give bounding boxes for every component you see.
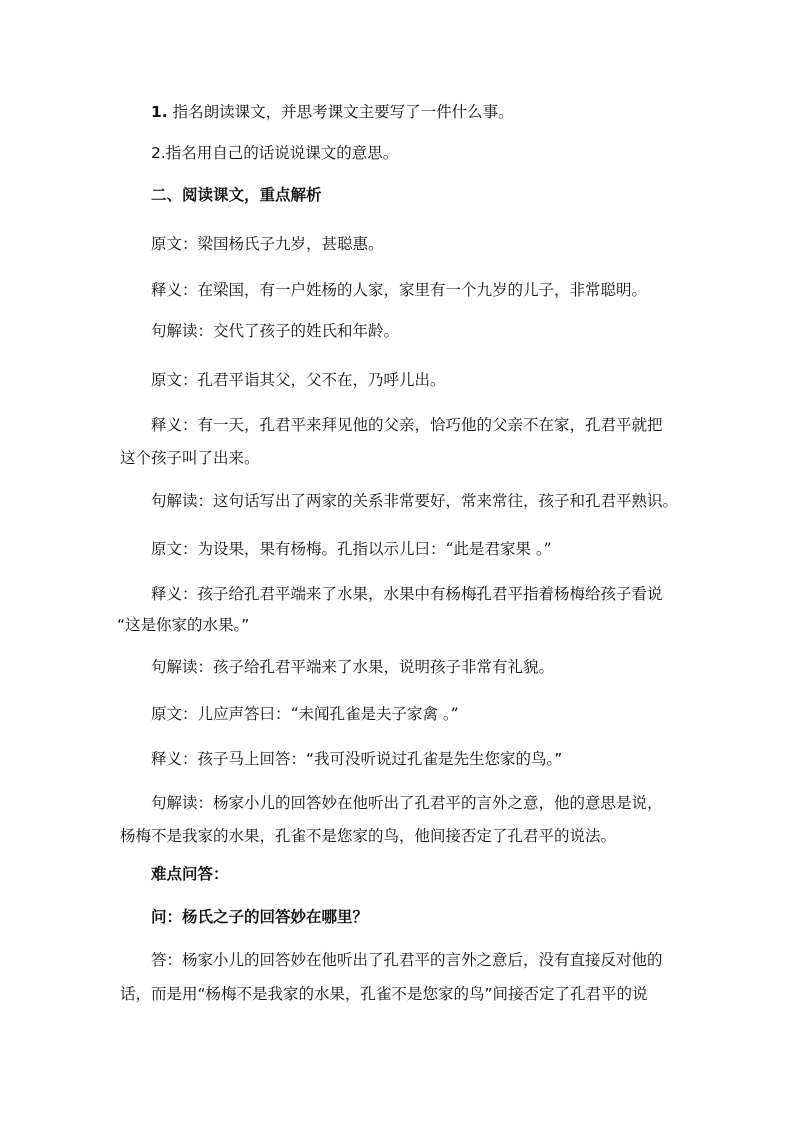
block-explanation bbox=[151, 749, 562, 769]
block-text: 在梁国，有一户姓杨的人家，家里有一个九岁的儿子，非常聪明。 bbox=[197, 281, 648, 299]
block-text: 交代了孩子的姓氏和年龄。 bbox=[213, 322, 400, 340]
block-label: 原文： bbox=[151, 371, 198, 389]
block-continuation: 杨梅不是我家的水果，孔雀不是您家的鸟，他间接否定了孔君平的说法。 bbox=[120, 827, 617, 845]
intro-text: 指名朗读课文，并思考课文主要写了一件什么事。 bbox=[172, 103, 514, 121]
block-text: 梁国杨氏子九岁，甚聪惠。 bbox=[197, 235, 384, 253]
intro-number: 1. bbox=[151, 103, 168, 121]
block-text: 杨家小儿的回答妙在他听出了孔君平的言外之意，他的意思是说， bbox=[213, 794, 663, 812]
block-text: 孔君平诣其父，父不在，乃呼儿出。 bbox=[197, 371, 446, 389]
block-label: 原文： bbox=[151, 235, 198, 253]
block-label: 释义： bbox=[151, 416, 198, 434]
block-text: 有一天，孔君平来拜见他的父亲，恰巧他的父亲不在家，孔君平就把 bbox=[197, 416, 663, 434]
block-interpretation bbox=[151, 491, 678, 511]
block-label: 原文： bbox=[151, 705, 198, 723]
difficulty-heading: 难点问答： bbox=[151, 865, 229, 883]
block-interpretation bbox=[151, 793, 663, 813]
answer bbox=[151, 950, 663, 970]
answer-label: 答： bbox=[151, 951, 183, 969]
intro-item-2: 2.指名用自己的话说说课文的意思。 bbox=[151, 144, 399, 162]
block-label: 句解读： bbox=[151, 492, 214, 510]
block-original bbox=[151, 370, 446, 390]
block-label: 句解读： bbox=[151, 322, 214, 340]
block-original bbox=[151, 539, 552, 559]
block-interpretation bbox=[151, 321, 399, 341]
block-continuation: 这个孩子叫了出来。 bbox=[120, 449, 260, 467]
block-text: 为设果，果有杨梅。孔指以示儿曰：“此是君家果 。” bbox=[197, 540, 552, 558]
block-label: 原文： bbox=[151, 540, 198, 558]
question: 问：杨氏之子的回答妙在哪里？ bbox=[151, 908, 369, 926]
block-interpretation bbox=[151, 657, 554, 677]
answer-continuation: 话，而是用“杨梅不是我家的水果，孔雀不是您家的鸟”间接否定了孔君平的说 bbox=[120, 985, 648, 1003]
block-label: 释义： bbox=[151, 585, 198, 603]
answer-text: 杨家小儿的回答妙在他听出了孔君平的言外之意后，没有直接反对他的 bbox=[182, 951, 663, 969]
block-text: 孩子给孔君平端来了水果，水果中有杨梅孔君平指着杨梅给孩子看说 bbox=[197, 585, 663, 603]
block-original bbox=[151, 234, 384, 254]
block-explanation bbox=[151, 415, 663, 435]
block-original bbox=[151, 704, 459, 724]
block-label: 句解读： bbox=[151, 794, 214, 812]
block-label: 释义： bbox=[151, 281, 198, 299]
block-explanation bbox=[151, 280, 647, 300]
block-text: 儿应声答曰：“未闻孔雀是夫子家禽 。” bbox=[197, 705, 459, 723]
block-explanation bbox=[151, 584, 663, 604]
block-text: 孩子给孔君平端来了水果，说明孩子非常有礼貌。 bbox=[213, 658, 555, 676]
block-continuation: “这是你家的水果。” bbox=[117, 616, 250, 634]
block-label: 释义： bbox=[151, 750, 198, 768]
section-heading: 二、阅读课文，重点解析 bbox=[151, 186, 322, 204]
block-text: 孩子马上回答：“我可没听说过孔雀是先生您家的鸟。” bbox=[197, 750, 563, 768]
block-label: 句解读： bbox=[151, 658, 214, 676]
intro-item-1 bbox=[151, 102, 514, 122]
block-text: 这句话写出了两家的关系非常要好，常来常往，孩子和孔君平熟识。 bbox=[213, 492, 679, 510]
